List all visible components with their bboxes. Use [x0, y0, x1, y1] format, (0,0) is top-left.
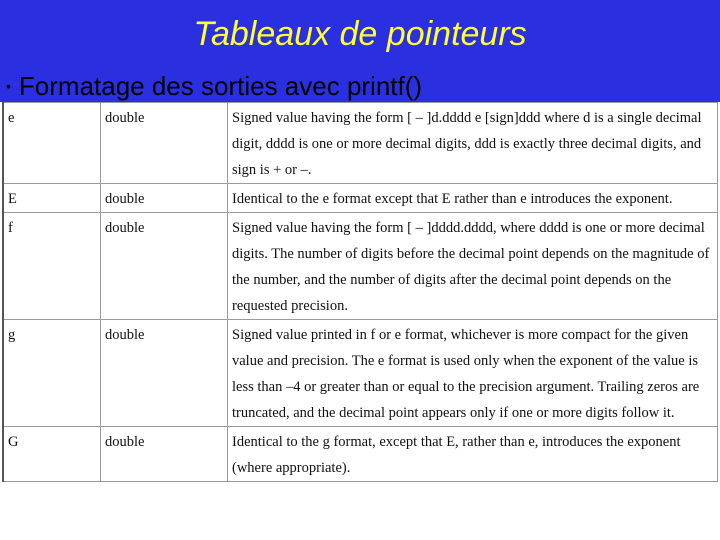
description-cell: Identical to the e format except that E rather than e introduces the exponent. [228, 184, 718, 213]
format-specifier-table [2, 102, 718, 482]
format-code-cell: e [3, 103, 101, 184]
description-cell: Signed value printed in f or e format, whichever is more compact for the given value and precision. The e format is used only when the exponent of the value is less than –4 or greater than or equal to the precision argument. Trailing zeros are truncated, and the decimal point appears only if one or more digits follow it. [228, 320, 718, 427]
argument-type-cell: double [101, 320, 228, 427]
format-code-cell: E [3, 184, 101, 213]
bullet-dot-icon: • [6, 78, 11, 94]
table-row [3, 213, 718, 320]
description-cell: Signed value having the form [ – ]dddd.dddd, where dddd is one or more decimal digits. The number of digits before the decimal point depends on the magnitude of the number, and the number of digits after the decimal point depends on the requested precision. [228, 213, 718, 320]
table-row [3, 103, 718, 184]
argument-type-cell: double [101, 184, 228, 213]
bullet-point [6, 70, 422, 102]
description-cell: Signed value having the form [ – ]d.dddd e [sign]ddd where d is a single decimal digit, dddd is one or more decimal digits, ddd is exactly three decimal digits, and sign is + or –. [228, 103, 718, 184]
format-table-container [0, 102, 720, 540]
argument-type-cell: double [101, 103, 228, 184]
table-row [3, 320, 718, 427]
bullet-text: Formatage des sorties avec printf() [18, 71, 423, 101]
format-code-cell: f [3, 213, 101, 320]
description-cell: Identical to the g format, except that E, rather than e, introduces the exponent (where appropriate). [228, 427, 718, 482]
table-row [3, 427, 718, 482]
argument-type-cell: double [101, 427, 228, 482]
format-code-cell: g [3, 320, 101, 427]
argument-type-cell: double [101, 213, 228, 320]
slide-title: Tableaux de pointeurs [193, 15, 527, 53]
format-code-cell: G [3, 427, 101, 482]
table-row [3, 184, 718, 213]
